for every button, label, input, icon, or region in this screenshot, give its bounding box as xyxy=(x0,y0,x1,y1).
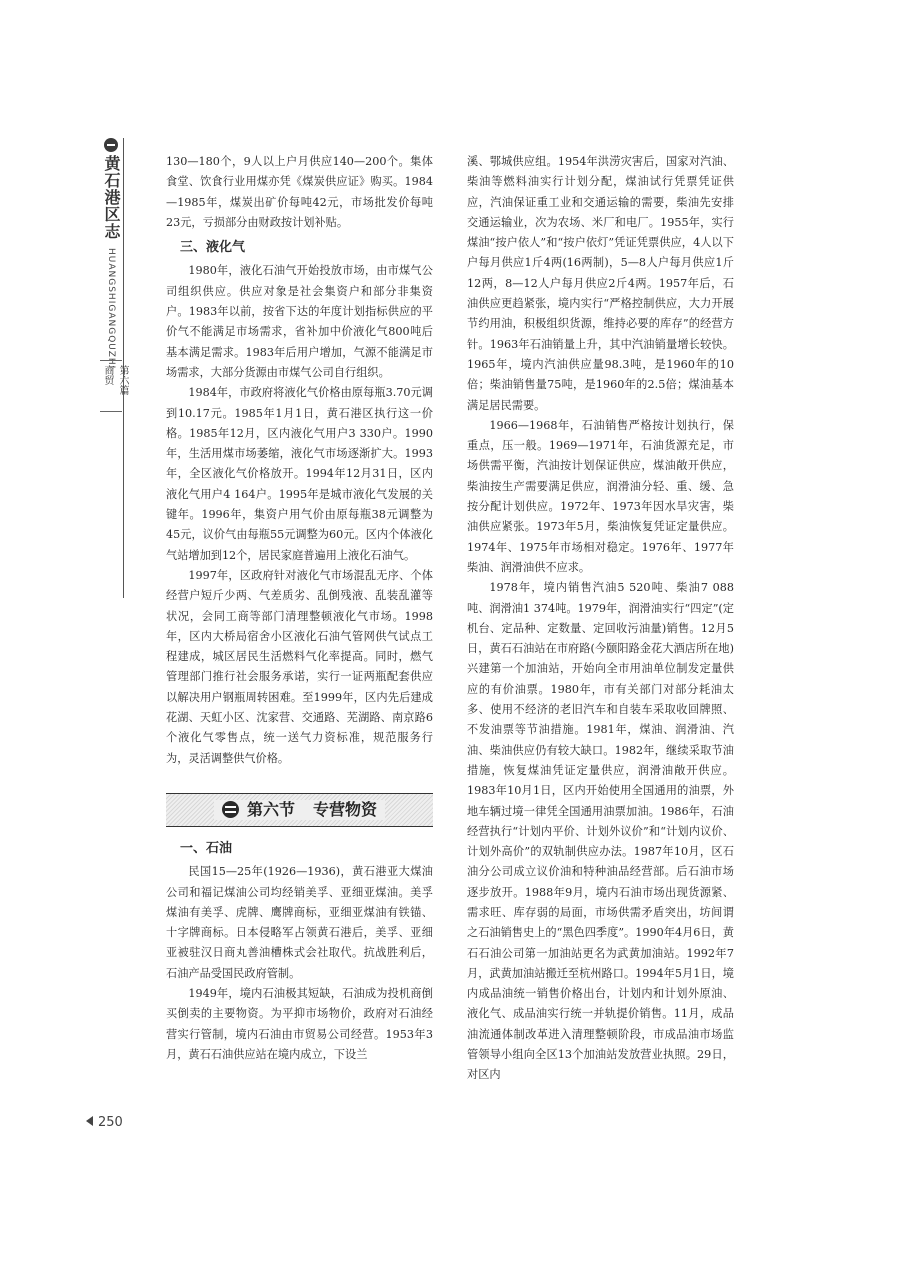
subsection-heading-lpg: 三、液化气 xyxy=(180,240,246,256)
paragraph: 1949年，境内石油极其短缺，石油成为投机商倒买倒卖的主要物资。为平抑市场物价，政府对石油经营实行管制，境内石油由市贸易公司经营。1953年3月，黄石石油供应站在境内成立，下设兰 xyxy=(166,986,433,1061)
section-title: 专营物资 xyxy=(313,799,378,819)
section-banner xyxy=(166,793,433,827)
paragraph: 1966—1968年，石油销售严格按计划执行，保重点，压一般。1969—1971年，石油货源充足，市场供需平衡，汽油按计划保证供应，煤油敞开供应，柴油按生产需要满足供应，润滑油分轻、重、缓、急按分配计划供应。1972年、1973年因水旱灾害，柴油供应紧张。1973年5月，柴油恢复凭证定量供应。1974年、1975年市场相对稳定。1976年、1977年柴油、润滑油供不应求。 xyxy=(467,418,734,574)
left-column xyxy=(166,152,433,1065)
paragraph: 溪、鄂城供应组。1954年洪涝灾害后，国家对汽油、柴油等燃料油实行计划分配，煤油试行凭票凭证供应，汽油保证重工业和交通运输的需要，柴油先安排交通运输业，次为农场、米厂和电厂。1955年，实行煤油“按户依人”和“按户依灯”凭证凭票供应，4人以下户每月供应1斤4两(16两制)，5—8人户每月供应1斤12两，8—12人户每月供应2斤4两。1957年后，石油供应更趋紧张，境内实行“严格控制供应，大力开展节约用油，积极组织货源，维持必要的库存”的经营方针。1963年石油销量上升，其中汽油销量增长较快。1965年，境内汽油供应量98.3吨，是1960年的10倍；柴油销售量75吨，是1960年的2.5倍；煤油基本满足居民需要。 xyxy=(467,155,734,412)
paragraph: 1978年，境内销售汽油5 520吨、柴油7 088吨、润滑油1 374吨。1979年，润滑油实行“四定”(定机台、定品种、定数量、定回收污油量)销售。12月5日，黄石石油站在市府路(今颐阳路金花大酒店所在地)兴建第一个加油站，开始向全市用油单位制发定量供应的有价油票。1980年，市有关部门对部分耗油太多、使用不经济的老旧汽车和自装车采取收回牌照、不发油票等节油措施。1981年，煤油、润滑油、汽油、柴油供应仍有较大缺口。1982年，继续采取节油措施，恢复煤油凭证定量供应，润滑油敞开供应。1983年10月1日，区内开始使用全国通用的油票，外地车辆过境一律凭全国通用油票加油。1986年，石油经营执行“计划内平价、计划外议价”和“计划内议价、计划外高价”的双轨制供应办法。1987年10月，区石油分公司成立议价油和特种油品经营部。后石油市场逐步放开。1988年9月，境内石油市场出现货源紧、需求旺、库存弱的局面，市场供需矛盾突出，坊间谓之石油销售史上的“黑色四季度”。1990年4月6日，黄石石油公司第一加油站更名为武黄加油站。1992年7月，武黄加油站搬迁至杭州路口。1994年5月1日，境内成品油统一销售价格出台，计划内和计划外原油、液化气、成品油实行统一并轨提价销售。11月，成品油流通体制改革进入清理整顿阶段，市成品油市场监管领导小组向全区13个加油站发放营业执照。29日，对区内 xyxy=(467,581,734,1082)
page-number-text: 250 xyxy=(98,1115,123,1130)
subsection-heading-oil: 一、石油 xyxy=(180,840,233,856)
book-title: 黄石港区志 xyxy=(102,155,121,240)
page-number xyxy=(86,1115,123,1130)
section-emblem-icon xyxy=(222,801,239,818)
paragraph: 1984年，市政府将液化气价格由原每瓶3.70元调到10.17元。1985年1月1日，黄石港区执行这一价格。1985年12月，区内液化气用户3 330户。1990年，生活用煤市场萎缩，液化气市场逐渐扩大。1993年，全区液化气价格放开。1994年12月31日，区内液化气用户4 164户。1995年是城市液化气发展的关键年。1996年，集资户用气价由原每瓶38元调整为45元，议价气由每瓶55元调整为60元。区内个体液化气站增加到12个，居民家庭普遍用上液化石油气。 xyxy=(166,386,433,562)
chapter-label: 第六篇 商贸 xyxy=(102,365,128,395)
right-column xyxy=(467,152,734,1086)
running-header xyxy=(100,138,122,369)
paragraph: 130—180个，9人以上户月供应140—200个。集体食堂、饮食行业用煤亦凭《煤炭供应证》购买。1984—1985年，煤炭出矿价每吨42元，市场批发价每吨23元，亏损部分由财政按计划补贴。 xyxy=(166,155,433,229)
paragraph: 1980年，液化石油气开始投放市场，由市煤气公司组织供应。供应对象是社会集资户和部分非集资户。1983年以前，按省下达的年度计划指标供应的平价气不能满足市场需求，省补加中价液化气800吨后基本满足需求。1983年后用户增加，气源不能满足市场需求，大部分货源由市煤气公司自行组织。 xyxy=(166,264,433,379)
page-arrow-icon xyxy=(86,1116,93,1126)
chapter-tag xyxy=(100,360,128,412)
section-number: 第六节 xyxy=(246,799,295,819)
paragraph: 民国15—25年(1926—1936)，黄石港亚大煤油公司和福记煤油公司均经销美孚、亚细亚煤油。美孚煤油有美孚、虎牌、鹰牌商标，亚细亚煤油有铁锚、十字牌商标。日本侵略军占领黄石港后，美孚、亚细亚被驻汉日商丸善油槽株式会社取代。抗战胜利后，石油产品受国民政府管制。 xyxy=(166,865,433,980)
book-title-pinyin: HUANGSHIGANGQUZHI xyxy=(106,248,116,370)
paragraph: 1997年，区政府针对液化气市场混乱无序、个体经营户短斤少两、气差质劣、乱倒残液、乱装乱灌等状况，会同工商等部门清理整顿液化气市场。1998年，区内大桥局宿舍小区液化石油气管网供气试点工程建成，城区居民生活燃料气化率提高。同时，燃气管理部门推行社会服务承诺，实行一证两瓶配套供应以解决用户钢瓶周转困难。至1999年，区内先后建成花湖、天虹小区、沈家营、交通路、芜湖路、南京路6个液化气零售点，统一送气力资标准，规范服务行为，灵活调整供气价格。 xyxy=(166,568,433,765)
book-logo-icon xyxy=(104,138,118,152)
